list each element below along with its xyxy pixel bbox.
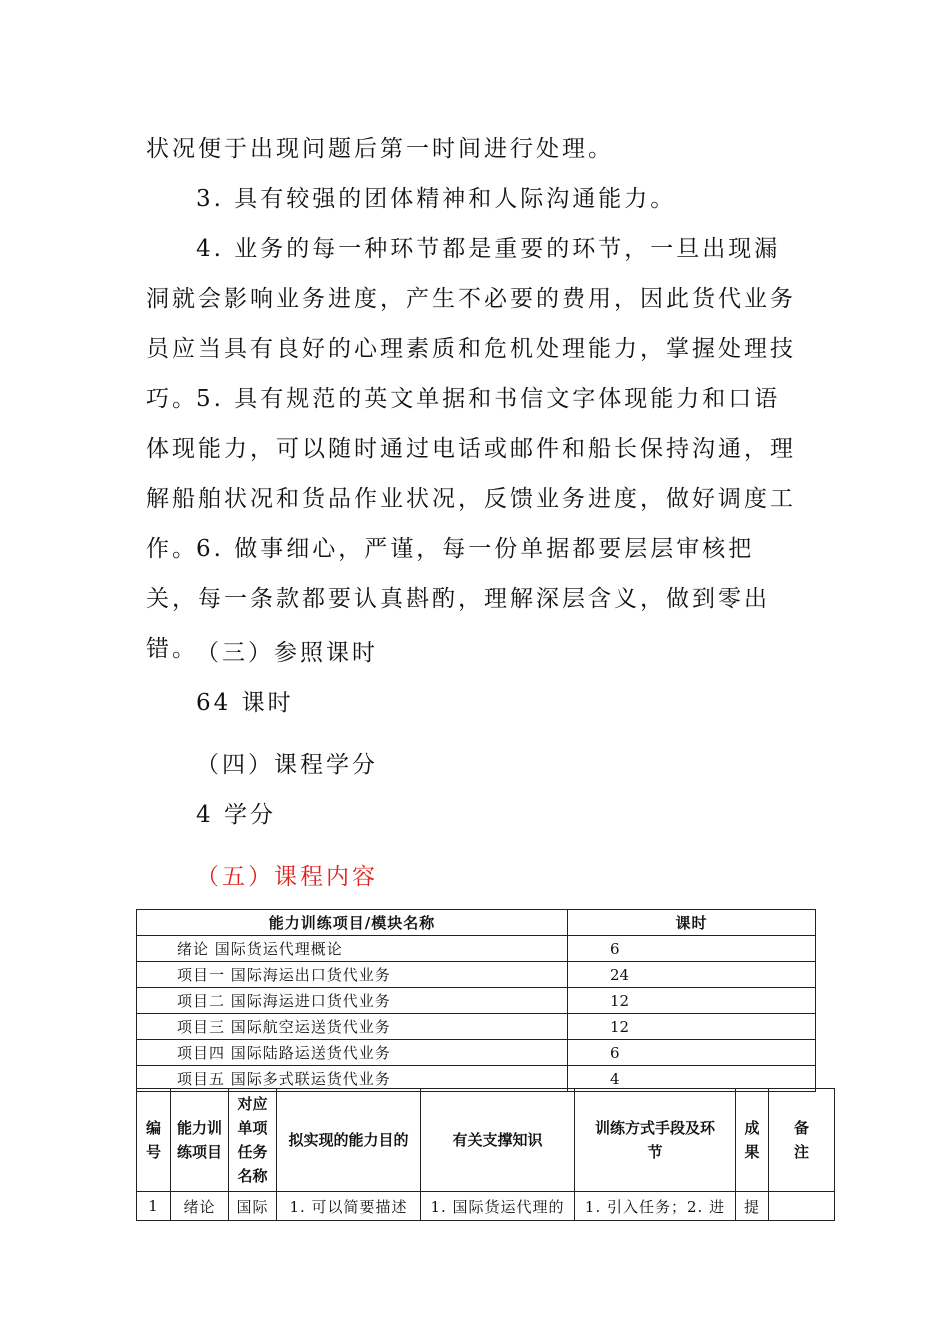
header-task-name: 对应单项任务名称 [229,1089,277,1192]
module-hours: 6 [568,1040,816,1066]
header-supporting-knowledge: 有关支撑知识 [421,1089,575,1192]
table-row [137,1192,835,1221]
table-header-row [137,1089,835,1192]
section-heading-content: （五）课程内容 [196,864,378,890]
module-hours: 24 [568,962,816,988]
section-heading-credits: （四）课程学分 [196,752,378,778]
cell-ability-goal: 1. 可以简要描述 [277,1192,421,1221]
table-row [137,988,816,1014]
header-remarks: 备注 [769,1089,835,1192]
table-row [137,1040,816,1066]
section-heading-hours: （三）参照课时 [196,640,378,666]
credits-value: 4 学分 [196,802,276,828]
module-name: 绪论 国际货运代理概论 [137,936,568,962]
table-row [137,1014,816,1040]
paragraph-item-5: 5. 具有规范的英文单据和书信文字体现能力和口语体现能力，可以随时通过电话或邮件和船长保持沟通，理解船舶状况和货品作业状况，反馈业务进度，做好调度工作。 [146,386,796,562]
table-header-row [137,910,816,936]
header-ability-goal: 拟实现的能力目的 [277,1089,421,1192]
module-name: 项目五 国际多式联运货代业务 [137,1066,568,1092]
cell-task-name: 国际 [229,1192,277,1221]
hours-value: 64 课时 [196,690,294,716]
header-training-project: 能力训练项目 [171,1089,229,1192]
module-name: 项目三 国际航空运送货代业务 [137,1014,568,1040]
header-number: 编号 [137,1089,171,1192]
paragraph-item-6: 6. 做事细心，严谨，每一份单据都要层层审核把关，每一条款都要认真斟酌，理解深层含义，做到零出错。 [146,536,770,662]
paragraph-continuation: 状况便于出现问题后第一时间进行处理。 [146,136,614,162]
cell-supporting-knowledge: 1. 国际货运代理的 [421,1192,575,1221]
module-hours: 4 [568,1066,816,1092]
module-hours: 6 [568,936,816,962]
paragraph-item-4: 4. 业务的每一种环节都是重要的环节，一旦出现漏洞就会影响业务进度，产生不必要的费用，因此货代业务员应当具有良好的心理素质和危机处理能力，掌握处理技巧。 [146,236,796,412]
header-hours: 课时 [568,910,816,936]
cell-training-project: 绪论 [171,1192,229,1221]
module-hours: 12 [568,1014,816,1040]
module-hours-table [136,909,816,1092]
cell-training-method: 1. 引入任务；2. 进 [575,1192,736,1221]
module-hours: 12 [568,988,816,1014]
table-row [137,936,816,962]
module-name: 项目一 国际海运出口货代业务 [137,962,568,988]
cell-number: 1 [137,1192,171,1221]
cell-remarks [769,1192,835,1221]
paragraph-item-3: 3. 具有较强的团体精神和人际沟通能力。 [196,186,677,212]
course-detail-table [136,1088,835,1221]
module-name: 项目二 国际海运进口货代业务 [137,988,568,1014]
module-name: 项目四 国际陆路运送货代业务 [137,1040,568,1066]
header-training-method: 训练方式手段及环节 [575,1089,736,1192]
header-module-name: 能力训练项目/模块名称 [137,910,568,936]
header-outcome: 成果 [736,1089,769,1192]
cell-outcome: 提 [736,1192,769,1221]
table-row [137,962,816,988]
